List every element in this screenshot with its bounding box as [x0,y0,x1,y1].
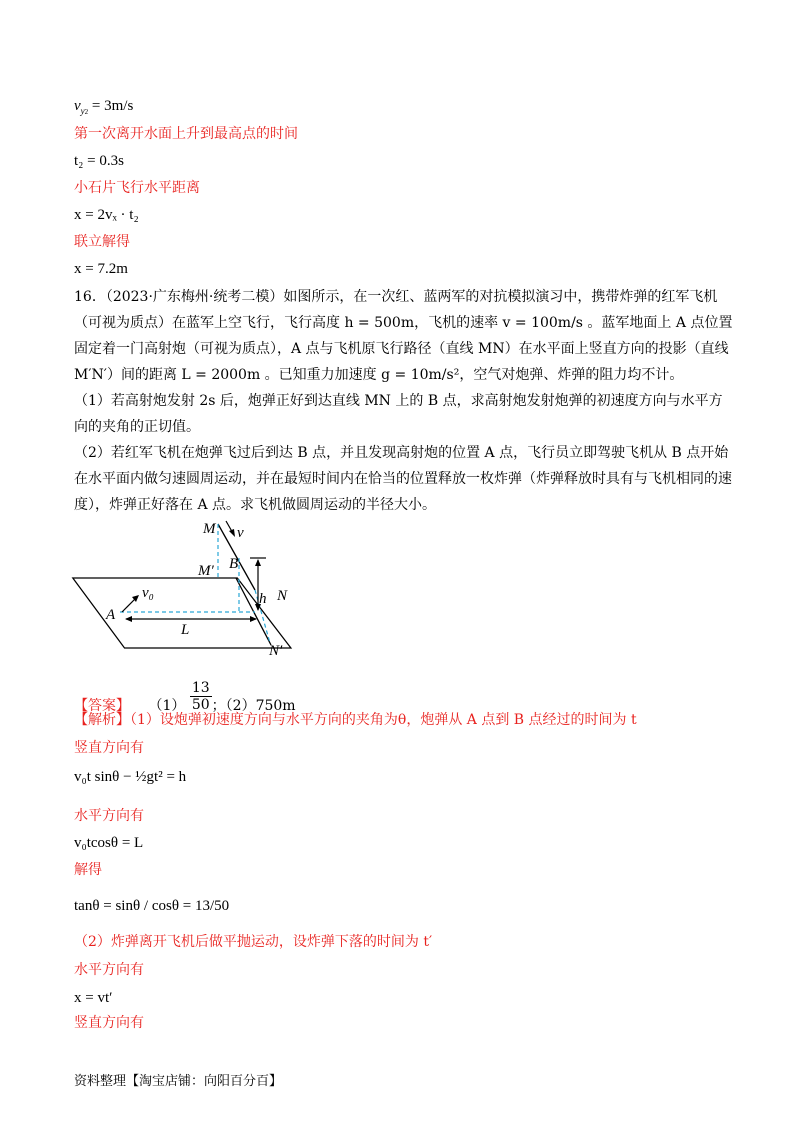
footer-source: 资料整理【淘宝店铺：向阳百分百】 [74,1074,283,1089]
text-rise-time: 第一次离开水面上升到最高点的时间 [74,126,298,142]
l-arrow-head-left [125,616,132,622]
solution-label: 【解析】 [74,712,130,728]
label-mprime: M′ [198,563,214,579]
problem-part-2: （2）若红军飞机在炮弹飞过后到达 B 点，并且发现高射炮的位置 A 点，飞行员立即驾驶飞机从 B 点开始在水平面内做匀速圆周运动，并在最短时间内在恰当的位置释放一枚炸弹（炸弹释放时具有与飞机相同的速度），炸弹正好落在 A 点。求飞机做圆周运动的半径大小。 [74,445,732,513]
answer-fraction: $\frac{13}{50}$ [191,680,210,713]
text-vertical-1: 竖直方向有 [74,740,144,756]
eq-t2: t₂ = 0.3s [74,153,124,169]
h-arrow-head-top [255,559,261,566]
label-v: v [237,525,244,541]
solution-part-2-intro: （2）炸弹离开飞机后做平抛运动，设炸弹下落的时间为 t′ [74,934,433,950]
label-l: L [181,622,190,638]
label-m: M [203,521,216,537]
problem-figure [70,515,300,660]
text-solve-jointly: 联立解得 [74,234,130,250]
text-horizontal-2: 水平方向有 [74,962,144,978]
label-v0: v₀ [142,585,154,601]
solution-part-1-intro: 【解析】（1）设炮弹初速度方向与水平方向的夹角为θ，炮弹从 A 点到 B 点经过的时间为 t [74,712,637,728]
eq-vy2: $v_{y2} = 3m/s$ [74,98,134,116]
text-horizontal-distance: 小石片飞行水平距离 [74,180,200,196]
text-horizontal-1: 水平方向有 [74,808,144,824]
eq-x-result: x = 7.2m [74,261,128,277]
text-vertical-2: 竖直方向有 [74,1015,144,1031]
label-n: N [277,588,288,604]
eq-vertical-displacement: v₀t sinθ − ½gt² = h [74,769,187,785]
v-arrow-head [229,529,235,537]
answer-line: 【答案】 （1） $\frac{13}{50}$ ；（2）750m [74,680,296,714]
label-a: A [106,607,116,623]
eq-x-vt: x = vt′ [74,990,113,1006]
label-b: B [229,556,239,572]
label-nprime: N′ [269,643,283,659]
problem-statement: 16．（2023·广东梅州·统考二模）如图所示，在一次红、蓝两军的对抗模拟演习中，携带炸弹的红军飞机（可视为质点）在蓝军上空飞行，飞行高度 h = 500m，飞机的速率 v = 100m/s 。蓝军地面上 A 点位置固定着一门高射炮（可视为质点），A 点与飞机原飞行路径（直线 MN）在水平面上竖直方向的投影（直线 M′N′）间的距离 L = 2000m 。已知重力加速度 g = 10m/s²，空气对炮弹、炸弹的阻力均不计。 [74,289,733,383]
answer-label: 【答案】 [74,698,130,714]
label-h: h [259,591,267,607]
eq-tan-theta: tanθ = sinθ / cosθ = 13/50 [74,898,230,914]
eq-horizontal-displacement: v₀tcosθ = L [74,835,144,851]
problem-part-1: （1）若高射炮发射 2s 后，炮弹正好到达直线 MN 上的 B 点，求高射炮发射炮弹的初速度方向与水平方向的夹角的正切值。 [74,393,723,435]
eq-x-2vx-t2: x = 2vₓ · t₂ [74,207,139,223]
text-solve: 解得 [74,862,102,878]
